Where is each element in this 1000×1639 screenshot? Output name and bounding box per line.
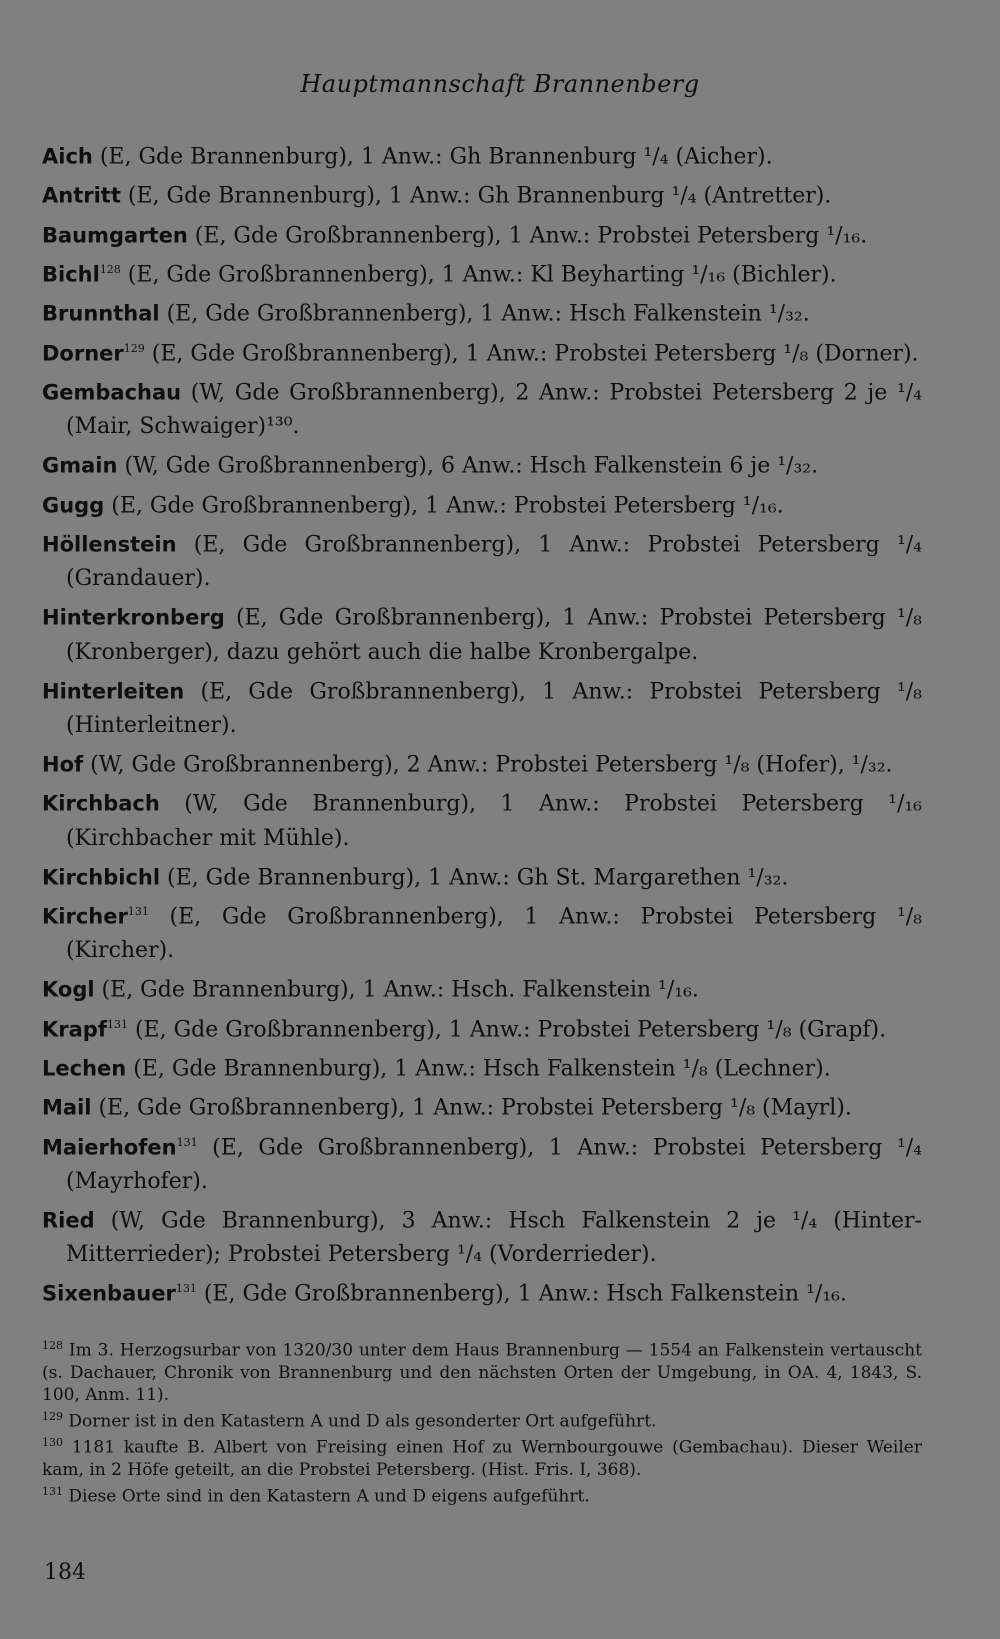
- footnote: [42, 1406, 922, 1433]
- footnote: [42, 1432, 922, 1481]
- list-item: [42, 782, 922, 855]
- footnote-number: 129: [42, 1409, 63, 1423]
- page-number: 184: [44, 1560, 86, 1585]
- footnote-ref: 131: [127, 904, 149, 918]
- entry-text: (W, Gde Großbrannenberg), 2 Anw.: Probstei Petersberg ¹/₈ (Hofer), ¹/₃₂.: [83, 752, 893, 778]
- footnote-ref: 128: [99, 262, 121, 276]
- place-name: Höllenstein: [42, 532, 177, 557]
- entry-text: (E, Gde Großbrannenberg), 1 Anw.: Hsch Falkenstein ¹/₁₆.: [196, 1281, 847, 1307]
- place-name: Hof: [42, 752, 84, 777]
- place-name: Hinterleiten: [42, 678, 185, 703]
- list-item: [42, 1272, 922, 1311]
- list-item: [42, 743, 922, 782]
- entry-text: (E, Gde Brannenburg), 1 Anw.: Hsch Falkenstein ¹/₈ (Lechner).: [126, 1056, 831, 1082]
- footnote-number: 130: [42, 1436, 63, 1450]
- place-name: Baumgarten: [42, 222, 188, 247]
- entry-text: (W, Gde Brannenburg), 1 Anw.: Probstei Petersberg ¹/₁₆ (Kirchbacher mit Mühle).: [66, 791, 922, 851]
- entry-text: (E, Gde Großbrannenberg), 1 Anw.: Probstei Petersberg ¹/₈ (Kronberger), dazu gehört auch die halbe Kronbergalpe.: [66, 605, 922, 665]
- entry-text: (W, Gde Brannenburg), 3 Anw.: Hsch Falkenstein 2 je ¹/₄ (Hinter-Mitterrieder); Probstei Petersberg ¹/₄ (Vorderrieder).: [66, 1208, 922, 1268]
- entry-text: (E, Gde Großbrannenberg), 1 Anw.: Probstei Petersberg ¹/₈ (Mayrl).: [91, 1095, 852, 1121]
- list-item: [42, 1008, 922, 1047]
- entry-text: (E, Gde Großbrannenberg), 1 Anw.: Probstei Petersberg ¹/₁₆.: [187, 222, 868, 248]
- list-item: [42, 895, 922, 968]
- entry-list: [42, 135, 922, 1312]
- list-item: [42, 1126, 922, 1199]
- list-item: [42, 484, 922, 523]
- list-item: [42, 1086, 922, 1125]
- place-name: Kirchbichl: [42, 864, 161, 889]
- footnote-number: 131: [42, 1484, 63, 1498]
- footnotes: [42, 1335, 922, 1508]
- list-item: [42, 670, 922, 743]
- entry-text: (W, Gde Großbrannenberg), 6 Anw.: Hsch Falkenstein 6 je ¹/₃₂.: [117, 453, 819, 479]
- list-item: [42, 135, 922, 174]
- place-name: Gmain: [42, 453, 118, 478]
- place-name: Brunnthal: [42, 301, 160, 326]
- footnote-number: 128: [42, 1339, 63, 1352]
- place-name: Kirchbach: [42, 791, 160, 816]
- entry-text: (E, Gde Großbrannenberg), 1 Anw.: Probstei Petersberg ¹/₁₆.: [104, 492, 784, 518]
- place-name: Gembachau: [42, 380, 182, 405]
- entry-text: (E, Gde Großbrannenberg), 1 Anw.: Probstei Petersberg ¹/₈ (Grapf).: [127, 1016, 887, 1042]
- list-item: [42, 371, 922, 444]
- running-header: Hauptmannschaft Brannenberg: [300, 70, 700, 98]
- footnote-ref: 131: [176, 1135, 198, 1149]
- footnote-text: Dorner ist in den Katastern A und D als gesonderter Ort aufgeführt.: [63, 1411, 657, 1432]
- entry-text: (E, Gde Brannenburg), 1 Anw.: Gh Brannenburg ¹/₄ (Antretter).: [120, 183, 832, 209]
- footnote-ref: 131: [106, 1017, 128, 1031]
- footnote-ref: 129: [123, 341, 145, 355]
- entry-text: (E, Gde Großbrannenberg), 1 Anw.: Hsch Falkenstein ¹/₃₂.: [159, 301, 810, 327]
- list-item: [42, 214, 922, 253]
- list-item: [42, 856, 922, 895]
- place-name: Ried: [42, 1208, 95, 1233]
- place-name: Aich: [42, 144, 93, 169]
- entry-text: (E, Gde Brannenburg), 1 Anw.: Gh Brannenburg ¹/₄ (Aicher).: [92, 144, 773, 170]
- place-name: Antritt: [42, 183, 121, 208]
- list-item: [42, 444, 922, 483]
- entry-text: (E, Gde Großbrannenberg), 1 Anw.: Probstei Petersberg ¹/₈ (Dorner).: [144, 340, 919, 366]
- footnote-text: Im 3. Herzogsurbar von 1320/30 unter dem Haus Brannenburg — 1554 an Falkenstein vertauscht (s. Dachauer, Chronik von Brannenburg und den nächsten Orten der Umgebung, in OA. 4, 1843, S. 100, Anm. 11).: [42, 1340, 922, 1405]
- entry-text: (E, Gde Großbrannenberg), 1 Anw.: Probstei Petersberg ¹/₄ (Mayrhofer).: [66, 1134, 922, 1194]
- list-item: [42, 1199, 922, 1272]
- list-item: [42, 292, 922, 331]
- place-name: Gugg: [42, 492, 105, 517]
- place-name: Krapf: [42, 1016, 107, 1041]
- place-name: Mail: [42, 1095, 92, 1120]
- footnote: [42, 1335, 922, 1406]
- place-name: Kircher: [42, 904, 128, 929]
- entry-text: (W, Gde Großbrannenberg), 2 Anw.: Probstei Petersberg 2 je ¹/₄ (Mair, Schwaiger)¹³⁰.: [66, 380, 922, 440]
- entry-text: (E, Gde Großbrannenberg), 1 Anw.: Probstei Petersberg ¹/₈ (Kircher).: [66, 904, 922, 964]
- place-name: Sixenbauer: [42, 1281, 176, 1306]
- entry-text: (E, Gde Brannenburg), 1 Anw.: Gh St. Margarethen ¹/₃₂.: [160, 864, 789, 890]
- place-name: Hinterkronberg: [42, 605, 225, 630]
- list-item: [42, 253, 922, 292]
- footnote-ref: 131: [175, 1282, 197, 1296]
- list-item: [42, 523, 922, 596]
- list-item: [42, 332, 922, 371]
- list-item: [42, 596, 922, 669]
- entry-text: (E, Gde Großbrannenberg), 1 Anw.: Probstei Petersberg ¹/₈ (Hinterleitner).: [66, 678, 922, 738]
- list-item: [42, 968, 922, 1007]
- footnote-text: 1181 kaufte B. Albert von Freising einen Hof zu Wernbourgouwe (Gembachau). Dieser Weiler kam, in 2 Höfe geteilt, an die Probstei Petersberg. (Hist. Fris. I, 368).: [42, 1437, 922, 1480]
- entry-text: (E, Gde Brannenburg), 1 Anw.: Hsch. Falkenstein ¹/₁₆.: [94, 977, 699, 1003]
- list-item: [42, 174, 922, 213]
- footnote: [42, 1481, 922, 1508]
- place-name: Dorner: [42, 340, 124, 365]
- place-name: Maierhofen: [42, 1134, 177, 1159]
- entry-text: (E, Gde Großbrannenberg), 1 Anw.: Kl Beyharting ¹/₁₆ (Bichler).: [120, 262, 837, 288]
- place-name: Lechen: [42, 1056, 127, 1081]
- place-name: Kogl: [42, 977, 95, 1002]
- list-item: [42, 1047, 922, 1086]
- entry-text: (E, Gde Großbrannenberg), 1 Anw.: Probstei Petersberg ¹/₄ (Grandauer).: [66, 532, 922, 592]
- footnote-text: Diese Orte sind in den Katastern A und D eigens aufgeführt.: [63, 1486, 590, 1507]
- place-name: Bichl: [42, 262, 100, 287]
